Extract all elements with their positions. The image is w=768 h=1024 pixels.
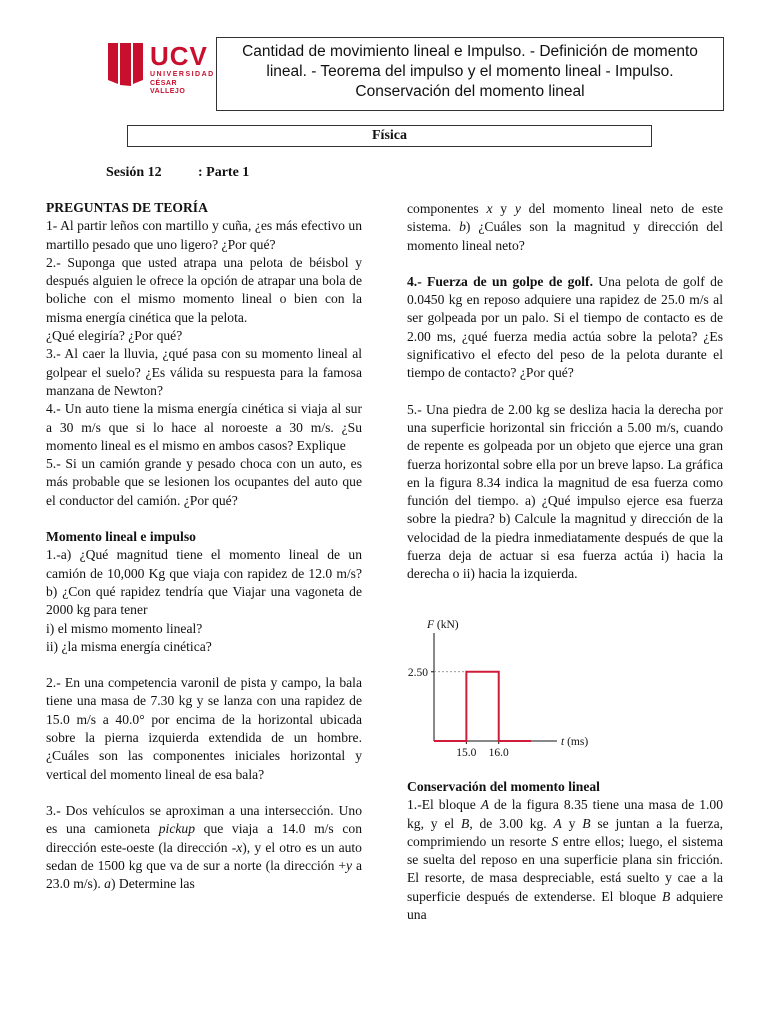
subject-box [127, 125, 652, 147]
y-axis-label: F (kN) [427, 619, 459, 631]
y-tick-label: 2.50 [407, 666, 428, 679]
momentum-problem-3: 3.- Dos vehículos se aproximan a una intersección. Uno es una camioneta pickup que viaja a 14.0 m/s con dirección este-oeste (la dirección -x), y el otro es un auto sedan de 1500 kg que va de sur a norte (la dirección +y a 23.0 m/s). a) Determine las [46, 802, 362, 892]
heading-momentum-impulse: Momento lineal e impulso [46, 529, 196, 545]
right-column [407, 200, 723, 584]
title-line-1: Cantidad de movimiento lineal e Impulso. - Definición de momento [242, 43, 698, 60]
title-line-3: Conservación del momento lineal [355, 83, 585, 100]
conservation-problem-1: 1.-El bloque A de la figura 8.35 tiene una masa de 1.00 kg, y el B, de 3.00 kg. A y B se juntan a la fuerza, comprimiendo un resorte S entre ellos; luego, el sistema se suelta del reposo en una superficie plana sin fricción. El resorte, de masa despreciable, está suelto y cae a la superficie después de extenderse. El bloque B adquiere una [407, 797, 724, 923]
title-line-2: lineal. - Teorema del impulso y el momento lineal - Impulso. [266, 63, 674, 80]
momentum-problem-1: 1.-a) ¿Qué magnitud tiene el momento lineal de un camión de 10,000 Kg que viaja con rapidez de 12.0 m/s? b) ¿Con qué rapidez tendría que Viajar una vagoneta de 2000 kg para tener [46, 547, 362, 618]
force-time-graph [407, 613, 617, 763]
logo-ucv-text: UCV [150, 41, 208, 71]
x-axis-label: t (ms) [561, 736, 589, 748]
theory-question-4: 4.- Un auto tiene la misma energía cinética si viaja al sur a 30 m/s que si lo hace al noroeste a 30 m/s. ¿Su momento lineal es el mismo en ambos casos? Explique [46, 401, 362, 453]
x-tick-label: 15.0 [456, 747, 477, 759]
momentum-problem-3-continued: componentes x y y del momento lineal neto de este sistema. b) ¿Cuáles son la magnitud y dirección del momento lineal neto? [407, 201, 724, 253]
session-part: : Parte 1 [198, 165, 250, 180]
momentum-problem-1-i: i) el mismo momento lineal? [46, 620, 203, 636]
theory-question-1: 1- Al partir leños con martillo y cuña, ¿es más efectivo un martillo pesado que uno ligero? ¿Por qué? [46, 218, 362, 252]
force-pulse-line [434, 672, 531, 741]
theory-question-5: 5.- Si un camión grande y pesado choca con un auto, es más probable que se lesionen los ocupantes del auto que el conductor del camión. ¿Por qué? [46, 456, 362, 508]
ucv-logo [104, 40, 215, 95]
left-column [46, 199, 362, 893]
heading-theory-questions: PREGUNTAS DE TEORÍA [46, 200, 208, 215]
logo-university-text: UNIVERSIDAD [150, 71, 215, 78]
golf-problem-4: 4.- Fuerza de un golpe de golf. Una pelota de golf de 0.0450 kg en reposo adquiere una rapidez de 25.0 m/s al ser golpeada por un palo. Si el tiempo de contacto es de 2.00 ms, ¿qué fuerza media actúa sobre la pelota? ¿Es significativo el efecto del peso de la pelota durante el tiempo de contacto? ¿Por qué? [407, 273, 723, 381]
theory-question-2-b: ¿Qué elegiría? ¿Por qué? [46, 328, 183, 344]
logo-cesar-vallejo-text: CÉSAR VALLEJO [150, 80, 186, 95]
conservation-section [407, 778, 723, 924]
stone-problem-5: 5.- Una piedra de 2.00 kg se desliza hacia la derecha por una superficie horizontal sin fricción a 5.00 m/s, cuando de repente es golpeada por un objeto que ejerce una gran fuerza horizontal sobre ella por un breve lapso. La gráfica en la figura 8.34 indica la magnitud de esa fuerza como función del tiempo. a) ¿Qué impulso ejerce esa fuerza sobre la piedra? b) Calcule la magnitud y dirección de la velocidad de la piedra inmediatamente después de que la fuerza deja de actuar si esa fuerza actúa i) hacia la derecha o ii) hacia la izquierda. [407, 401, 723, 582]
ucv-emblem-icon [104, 40, 146, 90]
theory-question-3: 3.- Al caer la lluvia, ¿qué pasa con su momento lineal al golpear el suelo? ¿Es válida su respuesta para la famosa manzana de Newton? [46, 346, 362, 398]
document-title-box [216, 37, 724, 111]
session-number: Sesión 12 [106, 165, 162, 180]
heading-conservation: Conservación del momento lineal [407, 779, 600, 794]
momentum-problem-1-ii: ii) ¿la misma energía cinética? [46, 638, 212, 654]
subject-label: Física [372, 128, 407, 143]
theory-question-2: 2.- Suponga que usted atrapa una pelota de béisbol y después alguien le ofrece la opción de atrapar una bola de boliche con el mismo momento lineal o bien con la misma energía cinética que la pelota. [46, 254, 362, 325]
x-tick-label: 16.0 [488, 747, 509, 759]
momentum-problem-2: 2.- En una competencia varonil de pista y campo, la bala tiene una masa de 7.30 kg y se lanza con una rapidez de 15.0 m/s a 40.0° por encima de la horizontal ubicada sobre la pierna izquierda extendida de un hombre. ¿Cuáles son las componentes iniciales horizontal y vertical del momento lineal de esa bala? [46, 675, 362, 782]
